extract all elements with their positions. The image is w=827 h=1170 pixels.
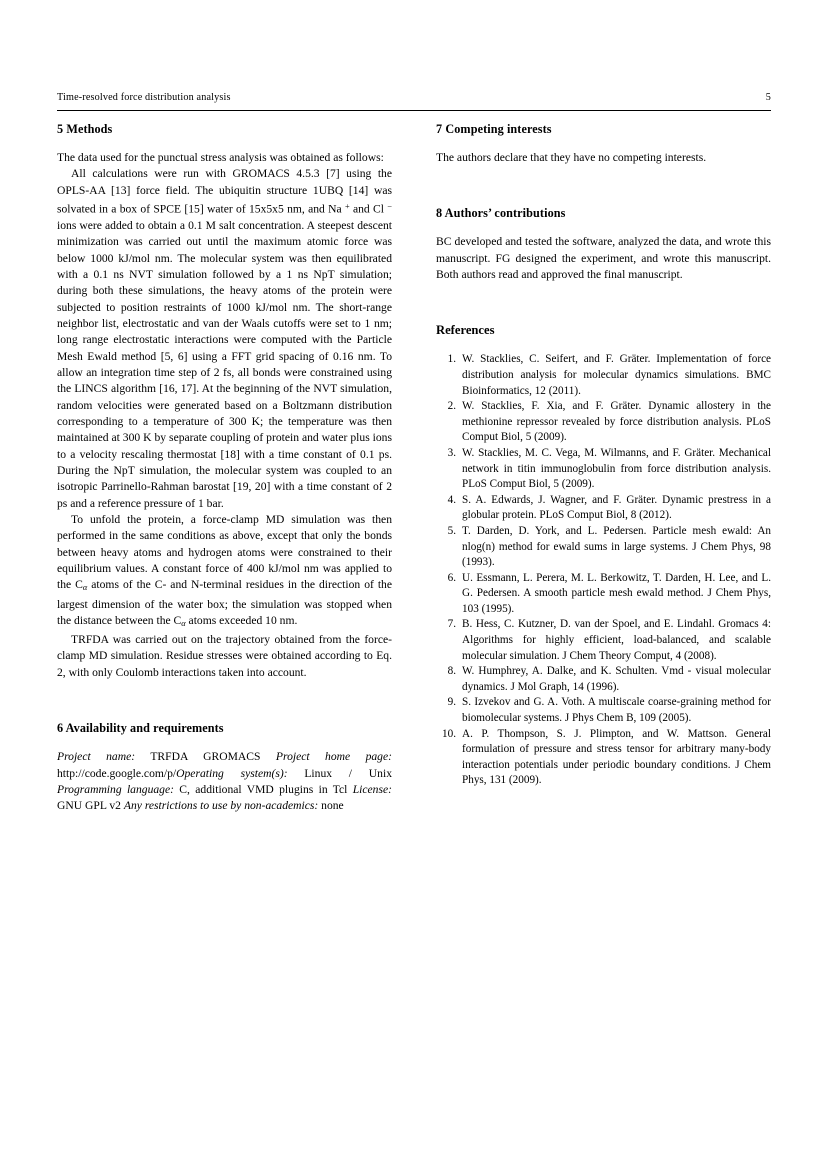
- section-heading-competing-interests: 7 Competing interests: [436, 122, 552, 136]
- page-number: 5: [765, 92, 771, 103]
- methods-paragraph-3: [57, 512, 392, 632]
- methods-paragraph-1: The data used for the punctual stress analysis was obtained as follows:: [57, 151, 384, 164]
- running-header: [57, 92, 771, 103]
- section-heading-availability: 6 Availability and requirements: [57, 721, 224, 736]
- methods-p3-text-1: To unfold the protein, a force-clamp MD simulation was then performed in the same conditions as above, except that only the bonds between heavy atoms and hydrogen atoms were constrained to their equilibrium values. A constant force of 400 kJ/mol nm was applied to the C: [57, 513, 392, 592]
- reference-item: W. Stacklies, M. C. Vega, M. Wilmanns, and F. Gräter. Mechanical network in titin immunoglobulin from force distribution analysis. PLoS Comput Biol, 5 (2009).: [462, 446, 771, 491]
- methods-p2-text-1: All calculations were run with GROMACS 4.5.3 [7] using the OPLS-AA [13] force field. The ubiquitin structure 1UBQ [14] was solvated in a box of SPCE [15] water of 15x5x5 nm, and Na: [57, 167, 392, 216]
- label-project-home-page: Project home page:: [275, 750, 392, 764]
- reference-item: T. Darden, D. York, and L. Pedersen. Particle mesh ewald: An nlog(n) method for ewald sums in large systems. J Chem Phys, 98 (1993).: [462, 524, 771, 569]
- section-heading-authors-contributions: 8 Authors’ contributions: [436, 206, 566, 221]
- header-rule: [57, 110, 771, 111]
- reference-item: A. P. Thompson, S. J. Plimpton, and W. Mattson. General formulation of pressure and stress tensor for arbitrary many-body interaction potentials under periodic boundary conditions. J Chem Phys, 131 (2009).: [462, 727, 771, 787]
- availability-paragraph: [57, 749, 392, 814]
- methods-p3-text-3: atoms exceeded 10 nm.: [185, 613, 298, 627]
- value-restrictions: none: [318, 799, 344, 813]
- value-programming-language: C, additional VMD plugins in Tcl: [173, 782, 353, 796]
- authors-contributions-paragraph: BC developed and tested the software, analyzed the data, and wrote this manuscript. FG designed the experiment, and wrote this manuscript. Both authors read and approved the final manuscript.: [436, 235, 771, 282]
- reference-item: W. Stacklies, F. Xia, and F. Gräter. Dynamic allostery in the methionine repressor revealed by force distribution analysis. PLoS Comput Biol, 5 (2009).: [462, 400, 771, 444]
- c-alpha-subscript-2: α: [181, 618, 186, 628]
- c-alpha-subscript-1: α: [82, 583, 88, 593]
- left-column: [57, 122, 392, 1132]
- value-license: GNU GPL v2: [57, 799, 124, 813]
- competing-interests-paragraph: The authors declare that they have no competing interests.: [436, 151, 707, 164]
- label-restrictions: Any restrictions to use by non-academics:: [123, 799, 319, 813]
- label-operating-system: Operating system(s):: [176, 766, 288, 780]
- chloride-charge-superscript: −: [387, 202, 393, 212]
- label-project-name: Project name:: [57, 750, 136, 764]
- methods-p3-text-2: atoms of the C- and N-terminal residues in the direction of the largest dimension of the water box; the simulation was stopped when the distance between the C: [57, 578, 393, 627]
- reference-item: U. Essmann, L. Perera, M. L. Berkowitz, T. Darden, H. Lee, and L. G. Pedersen. A smooth particle mesh ewald method. J Chem Phys, 103 (1995).: [462, 571, 771, 615]
- reference-item: S. Izvekov and G. A. Voth. A multiscale coarse-graining method for biomolecular systems. J Phys Chem B, 109 (2005).: [462, 696, 771, 725]
- label-programming-language: Programming language:: [57, 782, 174, 796]
- methods-paragraph-4: TRFDA was carried out on the trajectory obtained from the force-clamp MD simulation. Residue stresses were obtained according to Eq. 2, with only Coulomb interactions taken into account.: [57, 633, 392, 679]
- label-license: License:: [352, 782, 392, 796]
- methods-p2-text-3: ions were added to obtain a 0.1 M salt concentration. A steepest descent minimization was carried out until the maximum atomic force was below 1000 kJ/mol nm. The molecular system was then equilibrated with a 0.1 ns NVT simulation followed by a 1 ns NpT simulation; during both these simulations, the heavy atoms of the protein were subjected to position restraints of 1000 kJ/mol nm. The short-range neighbor list, electrostatic and van der Waals cutoffs were set to 1 nm; long range electrostatic interactions were computed with the Particle Mesh Ewald method [5, 6] using a FFT grid spacing of 0.16 nm. To allow an integration time step of 2 fs, all bonds were constrained using the LINCS algorithm [16, 17]. At the beginning of the NVT simulation, random velocities were generated based on a Boltzmann distribution corresponding to a temperature of 300 K; the temperature was then maintained at 300 K by separate coupling of protein and water plus ions to a velocity rescaling thermostat [18] with a time constant of 0.1 ps. During the NpT simulation, the molecular system was coupled to an isotropic Parrinello-Rahman barostat [19, 20] with a time constant of 2 ps and a reference pressure of 1 bar.: [57, 218, 392, 510]
- reference-item: W. Stacklies, C. Seifert, and F. Gräter. Implementation of force distribution analysis for molecular dynamics simulations. BMC Bioinformatics, 12 (2011).: [462, 353, 771, 397]
- value-operating-system: Linux / Unix: [287, 766, 392, 780]
- references-heading: References: [436, 323, 495, 338]
- references-list: [436, 352, 771, 789]
- reference-item: S. A. Edwards, J. Wagner, and F. Gräter. Dynamic prestress in a globular protein. PLoS Comput Biol, 8 (2012).: [462, 493, 771, 522]
- sodium-charge-superscript: +: [344, 202, 350, 212]
- two-column-body: [57, 122, 771, 1132]
- section-spacer-3: [436, 283, 771, 323]
- section-spacer: [57, 681, 392, 721]
- value-project-home-page: http://code.google.com/p/: [57, 766, 177, 780]
- reference-item: W. Humphrey, A. Dalke, and K. Schulten. Vmd - visual molecular dynamics. J Mol Graph, 14 (1996).: [462, 665, 771, 693]
- methods-p2-text-2: and Cl: [349, 202, 388, 216]
- section-spacer-2: [436, 166, 771, 206]
- methods-paragraph-2: [57, 166, 392, 512]
- value-project-name: TRFDA GROMACS: [135, 750, 276, 764]
- reference-item: B. Hess, C. Kutzner, D. van der Spoel, and E. Lindahl. Gromacs 4: Algorithms for highly efficient, load-balanced, and scalable molecular simulation. J Chem Theory Comput, 4 (2008).: [462, 618, 771, 662]
- section-heading-methods: 5 Methods: [57, 122, 113, 136]
- right-column: [436, 122, 771, 1132]
- running-header-title: Time-resolved force distribution analysis: [57, 92, 231, 103]
